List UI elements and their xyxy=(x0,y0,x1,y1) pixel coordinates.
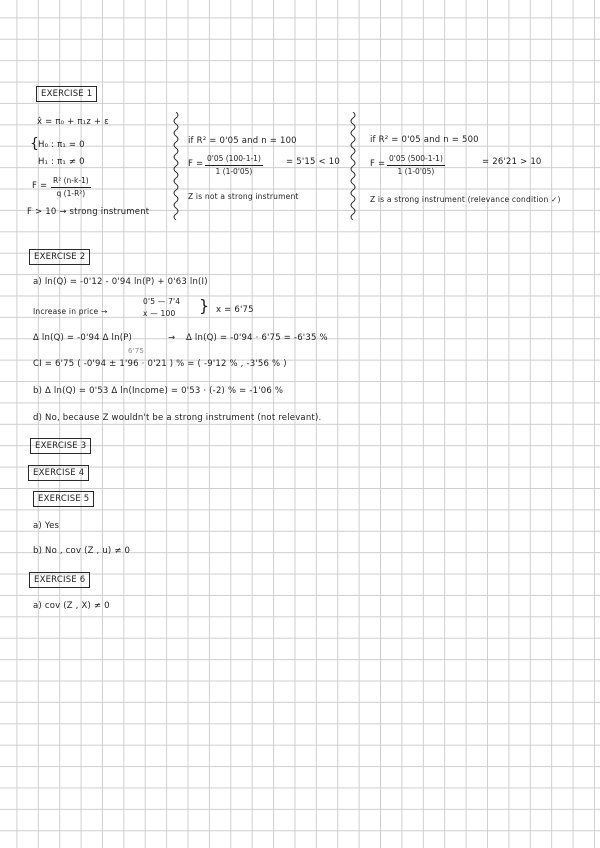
ex1-f-formula xyxy=(51,177,91,197)
exercise-5-title: EXERCISE 5 xyxy=(33,491,94,507)
ex1-null-hypothesis: H₀ : π₁ = 0 xyxy=(38,140,85,150)
ex1-f-denominator: q (1-R²) xyxy=(56,188,86,198)
ex1-decision-rule: F > 10 → strong instrument xyxy=(27,207,150,217)
squiggle-path xyxy=(174,112,178,220)
ex2-proportion-bottom: x — 100 xyxy=(143,309,176,318)
ex1-case-a-fraction xyxy=(205,155,263,175)
exercise-4-title: EXERCISE 4 xyxy=(28,465,89,481)
squiggle-path xyxy=(351,112,355,220)
exercise-1-title: EXERCISE 1 xyxy=(36,86,97,102)
ex2-part-d: d) No, because Z wouldn't be a strong instrument (not relevant). xyxy=(33,413,322,423)
ex2-part-b: b) Δ ln(Q) = 0'53 Δ ln(Income) = 0'53 · (-2) % = -1'06 % xyxy=(33,386,284,396)
hypothesis-brace-icon: { xyxy=(30,136,40,152)
ex5-part-b: b) No , cov (Z , u) ≠ 0 xyxy=(33,546,131,556)
ex1-case-a-denominator: 1 (1-0'05) xyxy=(215,166,253,176)
ex2-proportion-top: 0'5 — 7'4 xyxy=(143,297,181,306)
ex1-case-b-result: = 26'21 > 10 xyxy=(482,157,542,167)
ex5-part-a: a) Yes xyxy=(33,521,60,531)
exercise-3-title: EXERCISE 3 xyxy=(30,438,91,454)
ex2-delta-left: Δ ln(Q) = -0'94 Δ ln(P) xyxy=(33,333,133,343)
ex1-case-b-f-label: F = xyxy=(370,159,386,169)
ex6-part-a: a) cov (Z , X) ≠ 0 xyxy=(33,601,110,611)
ex1-case-a-conclusion: Z is not a strong instrument xyxy=(188,192,299,201)
ex1-case-b-fraction xyxy=(387,155,445,175)
ex2-x-value: x = 6'75 xyxy=(216,305,254,315)
proportion-brace-icon: } xyxy=(199,296,210,315)
exercise-6-title: EXERCISE 6 xyxy=(29,572,90,588)
ex1-f-numerator: R² (n-k-1) xyxy=(51,177,91,188)
arrow-right-icon: → xyxy=(168,333,176,343)
ex2-delta-right: Δ ln(Q) = -0'94 · 6'75 = -6'35 % xyxy=(186,333,328,343)
divider-squiggle-left-icon xyxy=(170,112,182,220)
ex1-case-b-denominator: 1 (1-0'05) xyxy=(397,166,435,176)
ex1-case-a-f-label: F = xyxy=(188,159,204,169)
ex2-increase-label: Increase in price → xyxy=(33,307,108,316)
ex1-first-stage-model: x̂ = π₀ + π₁z + ε xyxy=(37,117,109,127)
ex1-case-b-conclusion: Z is a strong instrument (relevance condition ✓) xyxy=(370,195,561,204)
exercise-2-title: EXERCISE 2 xyxy=(29,249,90,265)
ex1-case-a-condition: if R² = 0'05 and n = 100 xyxy=(188,136,297,146)
ex2-part-a-equation: a) ln(Q) = -0'12 - 0'94 ln(P) + 0'63 ln(I) xyxy=(33,277,208,287)
ex1-case-b-numerator: 0'05 (500-1-1) xyxy=(387,155,445,166)
ex1-case-b-condition: if R² = 0'05 and n = 500 xyxy=(370,135,479,145)
ex1-case-a-result: = 5'15 < 10 xyxy=(286,157,340,167)
ex2-underbrace-value: 6'75 xyxy=(128,347,145,355)
ex1-f-label: F = xyxy=(32,181,48,191)
ex2-confidence-interval: CI = 6'75 ( -0'94 ± 1'96 · 0'21 ) % = ( -9'12 % , -3'56 % ) xyxy=(33,359,287,369)
ex1-case-a-numerator: 0'05 (100-1-1) xyxy=(205,155,263,166)
divider-squiggle-right-icon xyxy=(347,112,359,220)
ex1-alt-hypothesis: H₁ : π₁ ≠ 0 xyxy=(38,157,85,167)
